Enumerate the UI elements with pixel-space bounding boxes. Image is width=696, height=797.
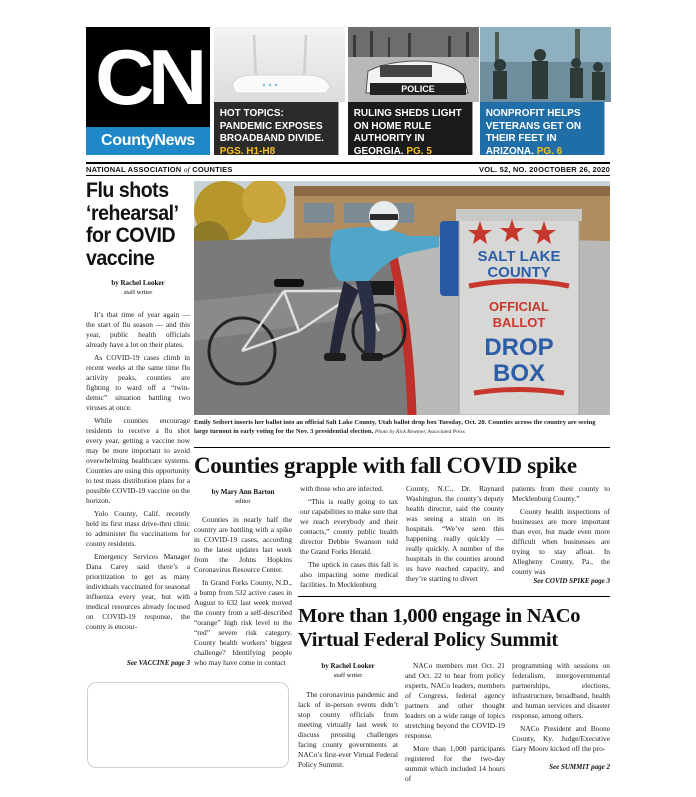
paragraph: It’s that time of year again — the start of flu season — and this year, public health officials already have a lot on their plates. bbox=[86, 310, 190, 349]
sign-line: COUNTY bbox=[487, 264, 551, 281]
summit-byline: by Rachel Looker staff writer bbox=[321, 662, 375, 679]
promo-broadband[interactable] bbox=[214, 27, 345, 155]
paragraph: County, N.C., Dr. Raynard Washington, the county’s deputy health director, said the county was seeing a strain on its hospitals. “We’ve seen this happening really quickly — really quickly. A number of the hospitals in the counties around us have reached capacity, and they’re starting to divert bbox=[406, 484, 504, 583]
sign-line: SALT LAKE bbox=[477, 248, 561, 265]
paragraph: “This is really going to tax our capabilities to make sure that we reach everybody and their contacts,” county public health director Debbie Swanson told the Grand Forks Herald. bbox=[300, 497, 398, 556]
paragraph: with those who are infected. bbox=[300, 484, 384, 493]
summit-column-3 bbox=[512, 661, 610, 754]
sign-line: BOX bbox=[492, 360, 546, 387]
paragraph: Yolo County, Calif. recently held its first mass drive-thru clinic to administer flu vaccinations for county residents. bbox=[86, 509, 190, 548]
paragraph: County health inspections of businesses are more important than ever, but made even more difficult when businesses are trying to stay afloat. In Allegheny County, Pa., the county was bbox=[512, 507, 610, 576]
covid-byline: by Mary Ann Barton editor bbox=[211, 488, 275, 505]
photo-caption: Emily Seibert inserts her ballot into an official Salt Lake County, Utah ballot drop box Tuesday, Oct. 20. Counties across the country are seeing large turnout in early voting for the Nov. 3 presidential election. Photo by Rick Bowmer, Associated Press bbox=[194, 419, 596, 435]
veterans-photo bbox=[480, 27, 611, 102]
promo-caption bbox=[214, 102, 338, 155]
summit-headline[interactable]: More than 1,000 engage in NACo Virtual Federal Policy Summit bbox=[298, 605, 581, 651]
summit-column-2 bbox=[405, 661, 505, 784]
paragraph: programming with sessions on federalism, intergovernmental partnerships, elections, infrastructure, broadband, health and human services and disaster response, among others. bbox=[512, 661, 610, 720]
org-name: NATIONAL ASSOCIATION of COUNTIES bbox=[86, 165, 233, 174]
covid-column-4 bbox=[512, 484, 610, 577]
logo-name: CountyNews bbox=[86, 127, 210, 155]
paragraph: Emergency Services Manager Dana Carey said there’s a prioritization to get as many individuals vaccinated for seasonal influenza every year, but with medical resources already focused on COVID-19 response, the county is encour- bbox=[86, 552, 190, 631]
promo-page: PG. 6 bbox=[536, 144, 563, 155]
advertisement-box[interactable] bbox=[87, 682, 289, 768]
promo-caption bbox=[348, 102, 472, 155]
paragraph: The uptick in cases this fall is also impacting some medical facilities. In Mecklenburg bbox=[300, 560, 398, 589]
divider bbox=[298, 596, 610, 597]
promo-caption bbox=[480, 102, 604, 155]
flu-body bbox=[86, 310, 190, 632]
router-photo bbox=[214, 27, 345, 102]
promo-home-rule[interactable] bbox=[348, 27, 479, 155]
sign-line: DROP bbox=[484, 334, 554, 361]
logo-letters: CN bbox=[95, 33, 201, 121]
promo-veterans[interactable] bbox=[480, 27, 611, 155]
county-news-logo[interactable] bbox=[86, 27, 210, 155]
divider bbox=[194, 447, 610, 448]
promo-text: NONPROFIT HELPS VETERANS GET ON THEIR FEET IN ARIZONA. bbox=[485, 107, 582, 155]
photo-credit: Photo by Rick Bowmer, Associated Press bbox=[374, 429, 465, 435]
covid-column-1 bbox=[194, 515, 292, 668]
covid-headline[interactable]: Counties grapple with fall COVID spike bbox=[194, 453, 577, 478]
summit-see-more-link[interactable]: See SUMMIT page 2 bbox=[549, 763, 610, 771]
paragraph: patients from their county to Mecklenburg County.” bbox=[512, 484, 610, 503]
police-text: POLICE bbox=[401, 84, 435, 94]
flu-see-more-link[interactable]: See VACCINE page 3 bbox=[126, 659, 190, 667]
covid-column-2 bbox=[300, 484, 398, 590]
paragraph: While counties encourage residents to receive a flu shot every year, getting a vaccine now may be more important to avoid overwhelming healthcare systems. Counties are using this opportunity to test mass distribution plans for a possible COVID-19 vaccine on the horizon. bbox=[86, 416, 190, 505]
promo-text: HOT TOPICS: PANDEMIC EXPOSES BROADBAND DIVIDE. bbox=[219, 107, 324, 144]
police-car-photo bbox=[348, 27, 479, 102]
paragraph: NACo members met Oct. 21 and Oct. 22 to hear from policy experts, NACo leaders, members of Congress, federal agency partners and other thought leaders on a wide range of topics stretching beyond the COVID-19 response. bbox=[405, 661, 505, 740]
covid-see-more-link[interactable]: See COVID SPIKE page 3 bbox=[533, 577, 610, 585]
paragraph: NACo President and Boone County, Ky. Judge/Executive Gary Moore kicked off the pro- bbox=[512, 724, 610, 753]
dateline bbox=[86, 162, 610, 176]
paragraph: Counties in nearly half the country are battling with a spike in COVID-19 cases, according to the latest updates last week from the Johns Hopkins Coronavirus Resource Center. bbox=[194, 515, 292, 574]
summit-column-1 bbox=[298, 690, 398, 770]
ballot-drop-box-photo bbox=[194, 181, 610, 415]
covid-column-3 bbox=[406, 484, 504, 584]
sign-line: OFFICIAL bbox=[489, 299, 549, 314]
paragraph: In Grand Forks County, N.D., a bump from 532 active cases in August to 632 last week moved the county from a self-described “orange” high risk level to the “red” severe risk category. County health workers’ biggest challenge? Identifying people who may have come in contact bbox=[194, 578, 292, 667]
flu-headline[interactable]: Flu shots ‘rehearsal’ for COVID vaccine bbox=[86, 179, 178, 270]
promo-page: PGS. H1-H8 bbox=[219, 144, 276, 155]
sign-line: BALLOT bbox=[492, 315, 546, 330]
promo-text: RULING SHEDS LIGHT ON HOME RULE AUTHORITY IN GEORGIA. bbox=[353, 107, 462, 155]
paragraph: As COVID-19 cases climb in recent weeks at the same time flu activity peaks, counties are fighting to ward off a “twin-demic” situation battling two viruses at once. bbox=[86, 353, 190, 412]
paragraph: The coronavirus pandemic and lack of in-person events didn’t stop county officials from meeting virtually last week to discuss pressing challenges facing county governments at NACo’s first-ever Virtual Federal Policy Summit. bbox=[298, 690, 398, 769]
volume-number: VOL. 52, NO. 20 bbox=[479, 165, 538, 174]
issue-date: OCTOBER 26, 2020 bbox=[538, 165, 610, 174]
paragraph: More than 1,000 participants registered for the two-day summit which included 14 hours of bbox=[405, 744, 505, 783]
flu-byline: by Rachel Looker staff writer bbox=[111, 279, 165, 296]
promo-page: PG. 5 bbox=[406, 144, 432, 155]
